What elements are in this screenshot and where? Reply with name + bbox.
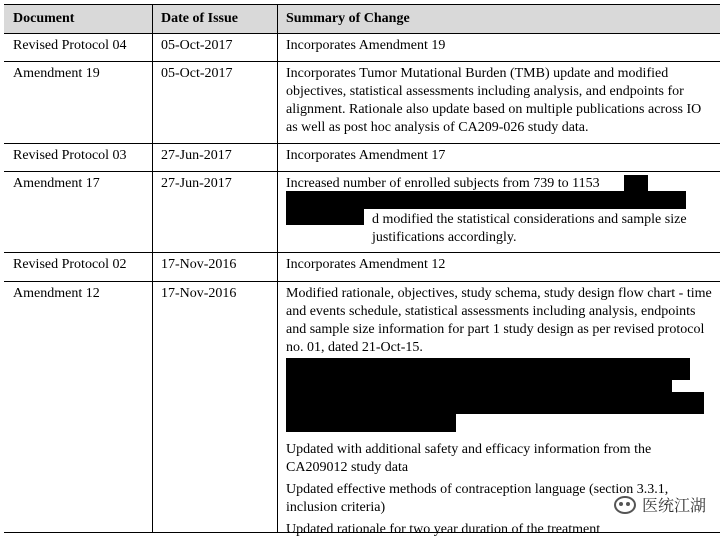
summary-text: Incorporates Tumor Mutational Burden (TMB) update and modified objectives, statistical assessments including analysis, and endpoints for alignment. Rationale also update based on multiple publications across IO as well as post hoc analysis of CA209-026 study data. — [286, 66, 702, 135]
redaction-block — [286, 191, 686, 209]
header-date: Date of Issue — [152, 5, 277, 33]
summary-text: Updated rationale for two year duration of the treatment — [286, 522, 601, 537]
watermark-text: 医统江湖 — [641, 496, 706, 515]
watermark — [614, 493, 706, 516]
summary-text: Modified rationale, objectives, study schema, study design flow chart - time and events schedule, statistical assessments including analysis, endpoints and sample size information for part 1 study design as per revised protocol no. 01, dated 21-Oct-15. — [286, 286, 712, 355]
table-row — [4, 253, 720, 282]
redaction-block — [286, 414, 456, 432]
redaction-block — [286, 392, 704, 414]
summary-text: Incorporates Amendment 17 — [286, 148, 446, 163]
cell-summary — [277, 172, 720, 252]
cell-document: Revised Protocol 03 — [13, 148, 127, 163]
cell-document: Amendment 19 — [13, 66, 100, 81]
summary-text: Updated effective methods of contraception language (section 3.3.1, inclusion criteria) — [286, 482, 669, 515]
redaction-block — [286, 380, 672, 392]
header-summary: Summary of Change — [277, 5, 720, 33]
cell-date: 27-Jun-2017 — [152, 172, 277, 252]
redaction-block — [286, 209, 364, 225]
cell-summary — [277, 144, 720, 171]
table-row — [4, 144, 720, 172]
table-row — [4, 62, 720, 144]
header-document: Document — [13, 11, 75, 26]
cell-date: 05-Oct-2017 — [152, 62, 277, 143]
revision-history-table — [4, 4, 720, 537]
table-row — [4, 172, 720, 253]
summary-text: Increased number of enrolled subjects from 739 to 1153 — [286, 176, 600, 191]
summary-text: Incorporates Amendment 19 — [286, 38, 446, 53]
cell-date: 17-Nov-2016 — [152, 282, 277, 532]
cell-document: Revised Protocol 02 — [13, 257, 127, 272]
summary-text-continued: d modified the statistical considerations and sample size justifications accordingly. — [372, 212, 687, 245]
cell-summary — [277, 253, 720, 281]
cell-document: Amendment 17 — [13, 176, 100, 191]
cell-date: 05-Oct-2017 — [152, 34, 277, 61]
cell-summary — [277, 34, 720, 61]
table-row — [4, 34, 720, 62]
cell-date: 27-Jun-2017 — [152, 144, 277, 171]
cell-document: Amendment 12 — [13, 286, 100, 301]
cell-document: Revised Protocol 04 — [13, 38, 127, 53]
cell-date: 17-Nov-2016 — [152, 253, 277, 281]
table-row — [4, 282, 720, 537]
summary-text: Updated with additional safety and efficacy information from the CA209012 study data — [286, 442, 652, 475]
summary-text: Incorporates Amendment 12 — [286, 257, 446, 272]
wechat-icon — [614, 496, 636, 514]
redaction-block — [286, 358, 690, 380]
cell-summary — [277, 62, 720, 143]
table-header-row — [4, 4, 720, 34]
